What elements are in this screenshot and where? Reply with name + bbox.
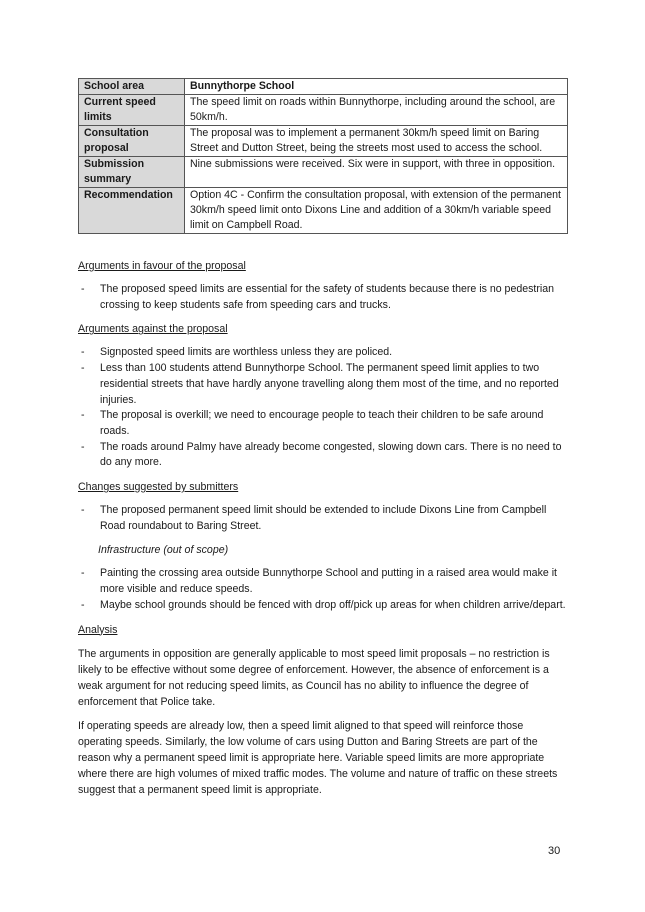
table-row — [79, 126, 568, 157]
list-item — [78, 408, 568, 439]
list-item — [78, 503, 568, 534]
favour-list — [78, 282, 568, 313]
favour-heading: Arguments in favour of the proposal — [78, 260, 246, 272]
table-row — [79, 79, 568, 95]
changes-list — [78, 503, 568, 534]
dash-marker: - — [81, 504, 85, 517]
analysis-paragraph: The arguments in opposition are generally applicable to most speed limit proposals – no restriction is likely to be effective without some degree of enforcement. However, the absence of enforcement is a weak argument for not reducing speed limits, as Council has no ability to influence the degree of enforcement that Police take. — [78, 647, 550, 708]
page-number: 30 — [548, 845, 561, 857]
dash-marker: - — [81, 598, 85, 611]
list-item-text: Signposted speed limits are worthless unless they are policed. — [100, 346, 393, 359]
row-value: Option 4C - Confirm the consultation proposal, with extension of the permanent 30km/h speed limit onto Dixons Line and addition of a 30km/h variable speed limit on Campbell Road. — [185, 188, 568, 234]
table-row — [79, 188, 568, 234]
table-row — [79, 157, 568, 188]
row-value: The proposal was to implement a permanent 30km/h speed limit on Baring Street and Dutton Street, being the streets most used to access the school. — [185, 126, 568, 157]
row-value: The speed limit on roads within Bunnythorpe, including around the school, are 50km/h. — [185, 95, 568, 126]
against-list — [78, 345, 568, 471]
dash-marker: - — [81, 440, 85, 453]
list-item-text: The proposed permanent speed limit should be extended to include Dixons Line from Campbell Road roundabout to Baring Street. — [100, 504, 547, 532]
school-info-table — [78, 78, 568, 234]
row-label: Current speed limits — [79, 95, 185, 126]
list-item — [78, 361, 568, 408]
list-item — [78, 345, 568, 361]
list-item — [78, 566, 568, 597]
table-row — [79, 95, 568, 126]
list-item-text: The proposed speed limits are essential for the safety of students because there is no pedestrian crossing to keep students safe from speeding cars and trucks. — [100, 283, 555, 311]
row-label: Submission summary — [79, 157, 185, 188]
list-item — [78, 282, 568, 313]
against-heading: Arguments against the proposal — [78, 323, 228, 336]
dash-marker: - — [81, 409, 85, 422]
row-value: Nine submissions were received. Six were in support, with three in opposition. — [185, 157, 568, 188]
row-value: Bunnythorpe School — [185, 79, 568, 95]
row-label: Recommendation — [79, 188, 185, 234]
analysis-heading: Analysis — [78, 623, 118, 636]
dash-marker: - — [81, 567, 85, 580]
list-item-text: Maybe school grounds should be fenced with drop off/pick up areas for when children arrive/depart. — [100, 598, 566, 611]
infrastructure-subheading: Infrastructure (out of scope) — [98, 544, 229, 557]
infrastructure-list — [78, 566, 568, 613]
list-item-text: The proposal is overkill; we need to encourage people to teach their children to be safe around roads. — [100, 409, 544, 437]
row-label: Consultation proposal — [79, 126, 185, 157]
list-item-text: The roads around Palmy have already become congested, slowing down cars. There is no need to do any more. — [100, 440, 562, 469]
row-label: School area — [79, 79, 185, 95]
list-item — [78, 440, 568, 471]
changes-heading: Changes suggested by submitters — [78, 481, 239, 494]
analysis-paragraph: If operating speeds are already low, then a speed limit aligned to that speed will reinforce those operating speeds. Similarly, the low volume of cars using Dutton and Baring Streets are part of the reason why a permanent speed limit is appropriate here. Variable speed limits are more appropriate where there are high volumes of mixed traffic modes. The volume and nature of traffic on these streets suggest that a permanent speed limit is appropriate. — [78, 719, 558, 796]
list-item-text: Less than 100 students attend Bunnythorpe School. The permanent speed limit applies to two residential streets that have hardly anyone travelling along them most of the time, and no reported injuries. — [100, 362, 559, 406]
dash-marker: - — [81, 283, 85, 295]
list-item-text: Painting the crossing area outside Bunnythorpe School and putting in a raised area would make it more visible and reduce speeds. — [100, 567, 557, 596]
dash-marker: - — [81, 362, 85, 375]
dash-marker: - — [81, 346, 85, 359]
document-page — [78, 78, 568, 798]
list-item — [78, 598, 568, 614]
